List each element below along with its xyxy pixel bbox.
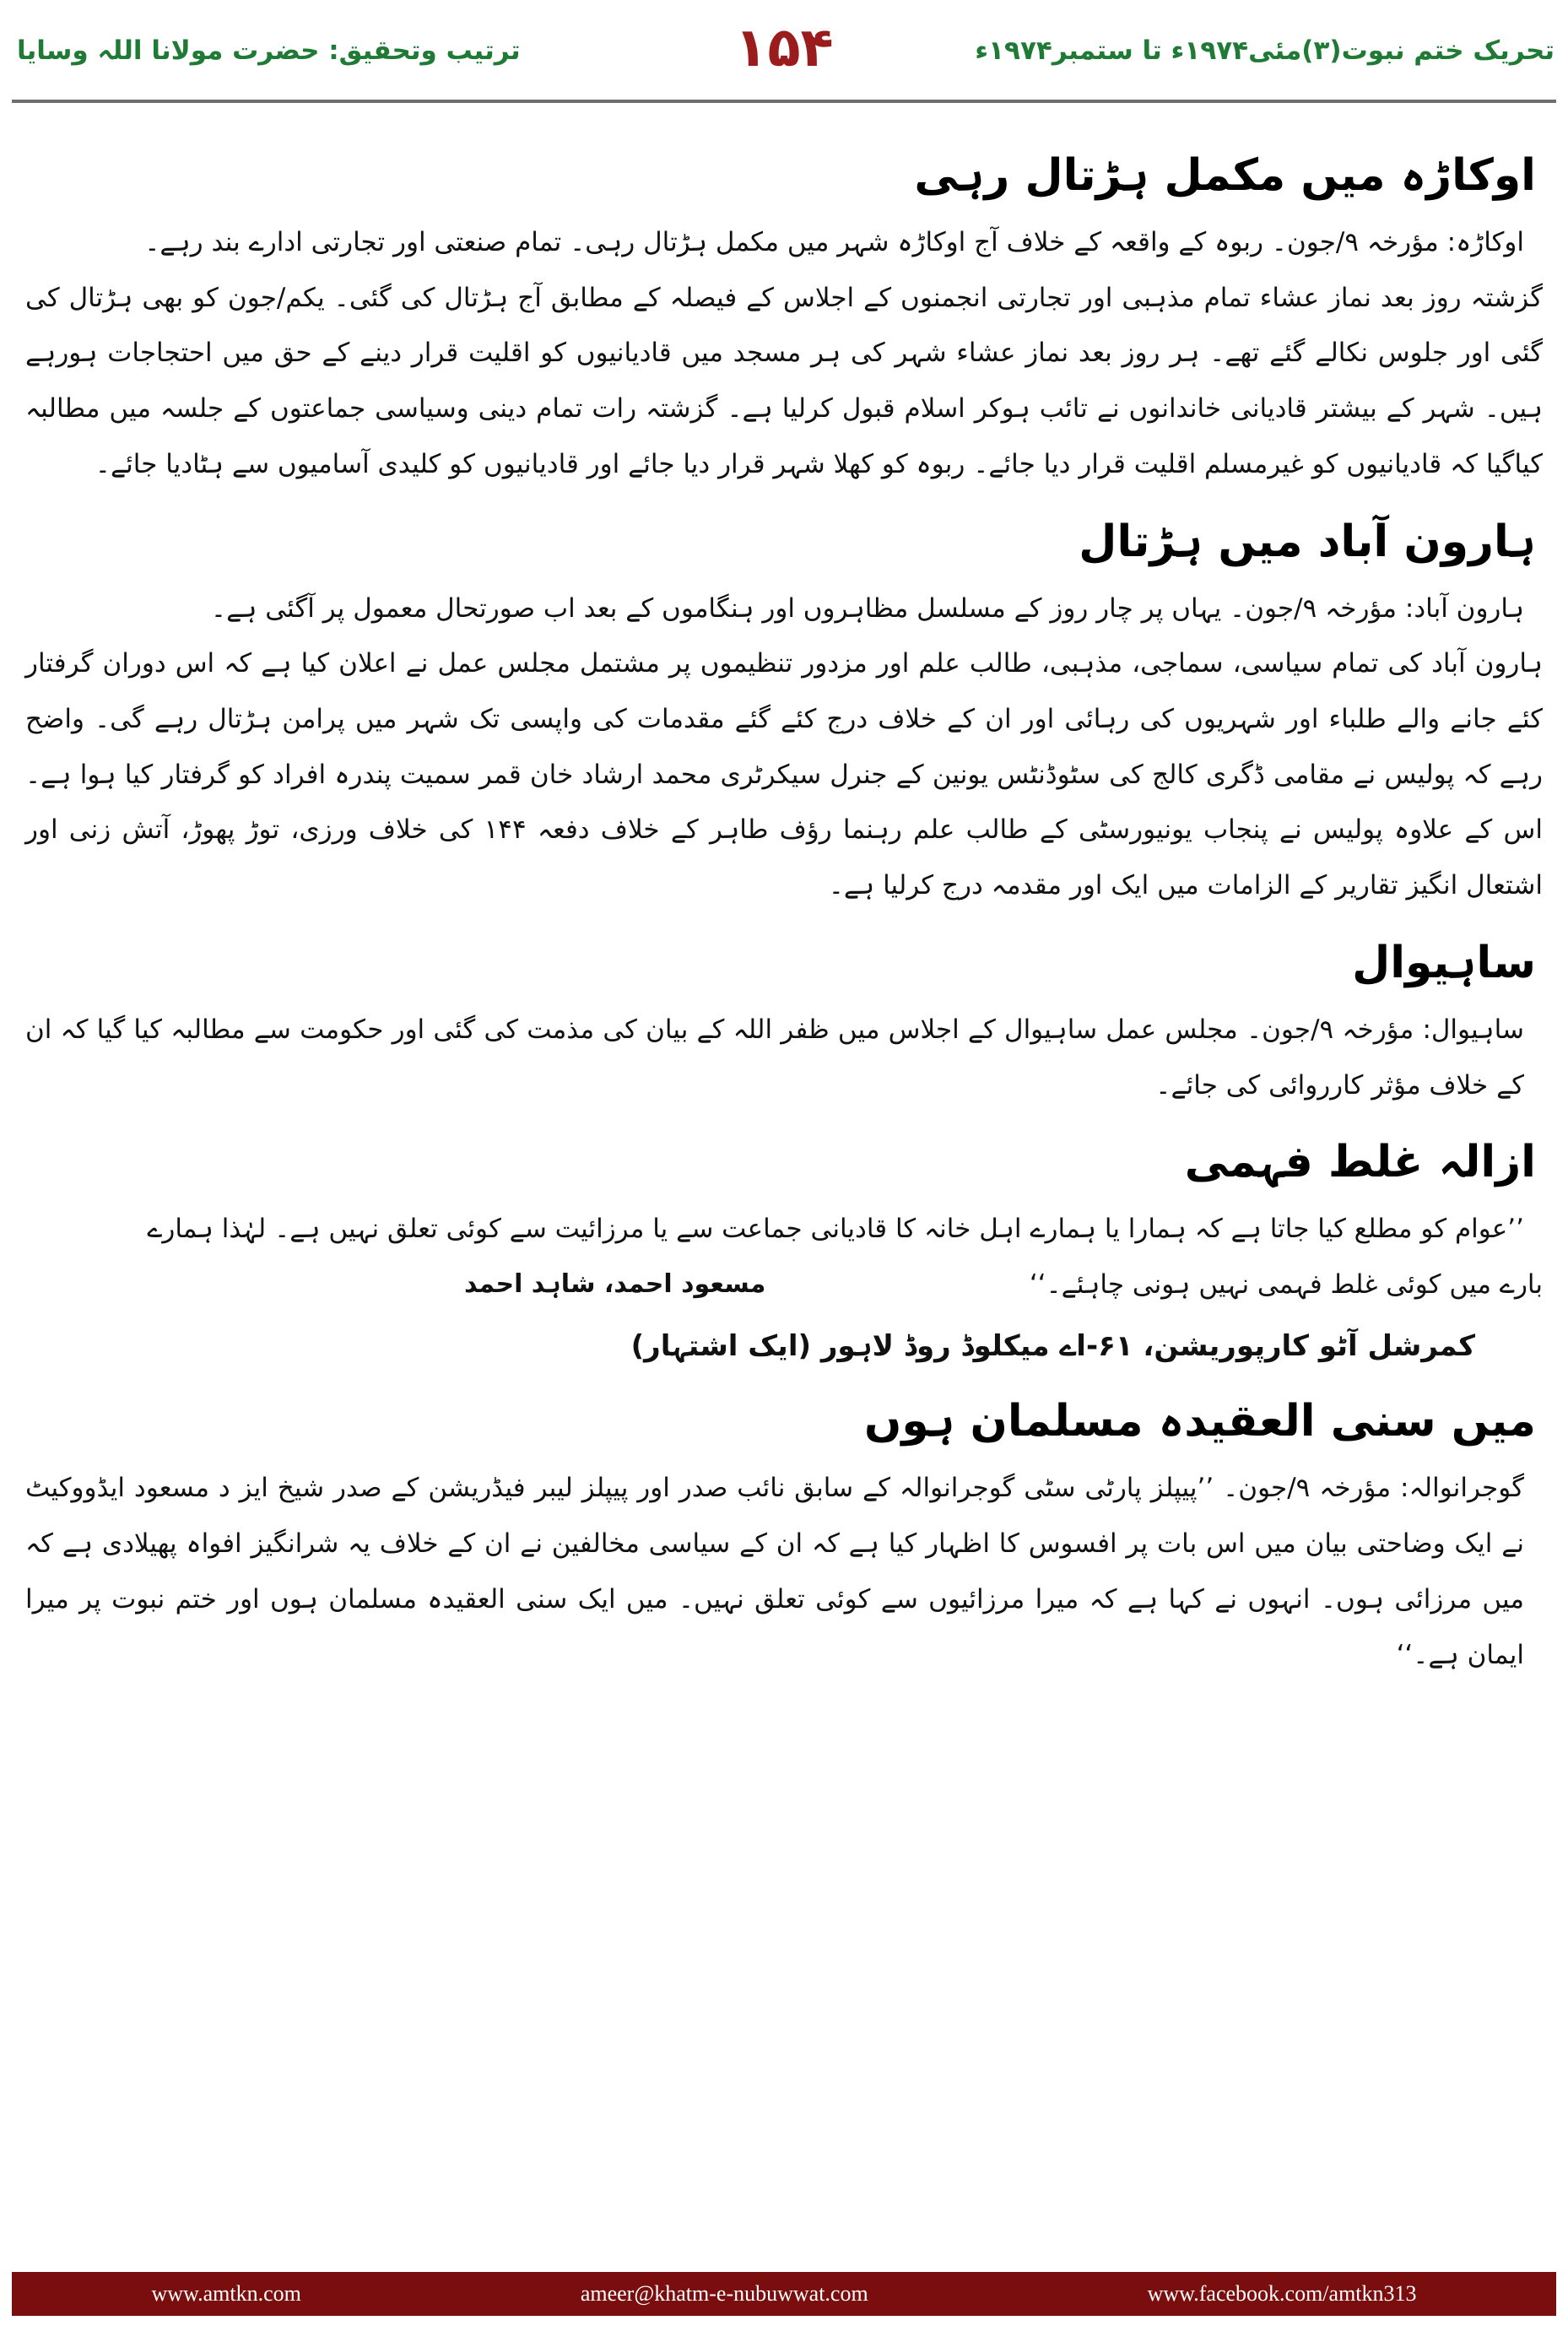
footer-website-link[interactable]: www.amtkn.com <box>151 2281 301 2306</box>
okara-paragraph-2: گزشتہ روز بعد نماز عشاء تمام مذہبی اور تجارتی انجمنوں کے اجلاس کے فیصلہ کے مطابق آج ہڑتال کی گئی۔ یکم/جون کو بھی ہڑتال کی گئی اور جلوس نکالے گئے تھے۔ ہر روز بعد نماز عشاء شہر کی ہر مسجد میں قادیانیوں کو اقلیت قرار دینے کے حق میں احتجاجات ہورہے ہیں۔ شہر کے بیشتر قادیانی خاندانوں نے تائب ہوکر اسلام قبول کرلیا ہے۔ گزشتہ رات تمام دینی وسیاسی جماعتوں کے جلسہ میں مطالبہ کیاگیا کہ قادیانیوں کو غیرمسلم اقلیت قرار دیا جائے۔ ربوہ کو کھلا شہر قرار دیا جائے اور قادیانیوں کو کلیدی آسامیوں سے ہٹادیا جائے۔ <box>25 282 1543 479</box>
haroonabad-paragraph-1: ہارون آباد: مؤرخہ ۹/جون۔ یہاں پر چار روز کے مسلسل مظاہروں اور ہنگاموں کے بعد اب صورتحال معمول پر آگئی ہے۔ <box>210 592 1524 624</box>
izala-signatories: مسعود احمد، شاہد احمد <box>464 1269 766 1300</box>
sahiwal-paragraph: ساہیوال: مؤرخہ ۹/جون۔ مجلس عمل ساہیوال کے اجلاس میں ظفر اللہ کے بیان کی مذمت کی گئی اور حکومت سے مطالبہ کیا گیا کہ ان کے خلاف مؤثر کارروائی کی جائے۔ <box>25 1014 1524 1101</box>
compiler-credit: ترتیب وتحقیق: حضرت مولانا اللہ وسایا <box>17 35 521 66</box>
heading-izala: ازالہ غلط فہمی <box>1184 1137 1536 1188</box>
haroonabad-paragraph-2: ہارون آباد کی تمام سیاسی، سماجی، مذہبی، طالب علم اور مزدور تنظیموں پر مشتمل مجلس عمل نے اعلان کیا ہے کہ اس دوران گرفتار کئے جانے والے طلباء اور شہریوں کی رہائی اور ان کے خلاف درج کئے گئے مقدمات کی واپسی تک شہر میں پرامن ہڑتال رہے گی۔ واضح رہے کہ پولیس نے مقامی ڈگری کالج کی سٹوڈنٹس یونین کے جنرل سیکرٹری محمد ارشاد خان قمر سمیت پندرہ افراد کو گرفتار کیا ہوا ہے۔ اس کے علاوہ پولیس نے پنجاب یونیورسٹی کے طالب علم رہنما رؤف طاہر کے خلاف دفعہ ۱۴۴ کی خلاف ورزی، توڑ پھوڑ، آتش زنی اور اشتعال انگیز تقاریر کے الزامات میں ایک اور مقدمہ درج کرلیا ہے۔ <box>25 648 1543 901</box>
sunni-paragraph: گوجرانوالہ: مؤرخہ ۹/جون۔ ’’پیپلز پارٹی سٹی گوجرانوالہ کے سابق نائب صدر اور پیپلز لیبر فیڈریشن کے صدر شیخ ایز د مسعود ایڈووکیٹ نے ایک وضاحتی بیان میں اس بات پر افسوس کا اظہار کیا ہے کہ ان کے سیاسی مخالفین نے ان کے خلاف یہ شرانگیز افواہ پھیلادی ہے کہ میں مرزائی ہوں۔ انہوں نے کہا ہے کہ میرا مرزائیوں سے کوئی تعلق نہیں۔ میں ایک سنی العقیدہ مسلمان ہوں اور ختم نبوت پر میرا ایمان ہے۔‘‘ <box>25 1473 1524 1670</box>
footer-email-link[interactable]: ameer@khatm-e-nubuwwat.com <box>580 2281 868 2306</box>
page-body <box>25 127 1543 1683</box>
izala-source: کمرشل آٹو کارپوریشن، ۶۱-اے میکلوڈ روڈ لاہور (ایک اشتہار) <box>630 1329 1475 1364</box>
heading-okara: اوکاڑہ میں مکمل ہڑتال رہی <box>914 150 1536 201</box>
footer-bar <box>12 2272 1556 2316</box>
heading-haroonabad: ہارون آباد میں ہڑتال <box>1079 516 1536 567</box>
heading-sahiwal: ساہیوال <box>1352 937 1536 988</box>
okara-paragraph-1: اوکاڑہ: مؤرخہ ۹/جون۔ ربوہ کے واقعہ کے خلاف آج اوکاڑہ شہر میں مکمل ہڑتال رہی۔ تمام صنعتی اور تجارتی ادارے بند رہے۔ <box>144 227 1524 257</box>
footer-facebook-link[interactable]: www.facebook.com/amtkn313 <box>1147 2281 1417 2306</box>
heading-sunni: میں سنی العقیدہ مسلمان ہوں <box>863 1396 1536 1447</box>
izala-signature-row <box>25 1258 1543 1312</box>
page-number: ۱۵۴ <box>734 17 834 79</box>
book-title: تحریک ختم نبوت(۳)مئی۱۹۷۴ء تا ستمبر۱۹۷۴ء <box>975 35 1554 66</box>
header-divider <box>12 100 1556 103</box>
izala-quote-line-2: بارے میں کوئی غلط فہمی نہیں ہونی چاہئے۔‘‘ <box>1029 1269 1543 1301</box>
page-header <box>0 0 1568 127</box>
izala-quote-line-1: ’’عوام کو مطلع کیا جاتا ہے کہ ہمارا یا ہمارے اہل خانہ کا قادیانی جماعت سے یا مرزائیت سے کوئی تعلق نہیں ہے۔ لہٰذا ہمارے <box>147 1214 1524 1245</box>
